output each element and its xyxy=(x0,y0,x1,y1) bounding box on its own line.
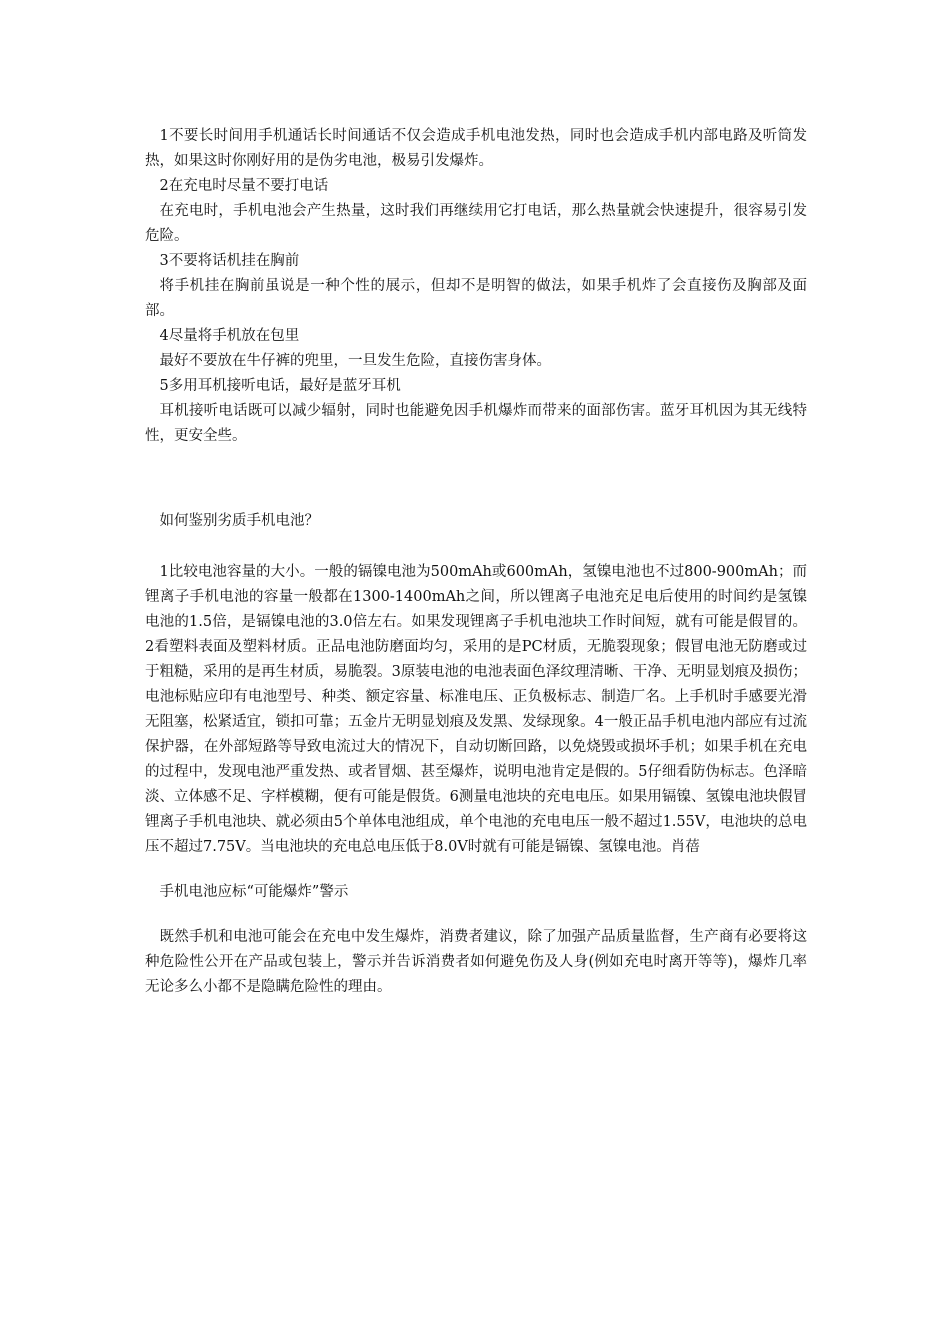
tip-2-body: 在充电时，手机电池会产生热量，这时我们再继续用它打电话，那么热量就会快速提升，很容易引发危险。 xyxy=(145,203,807,244)
tip-5-body: 耳机接听电话既可以减少辐射，同时也能避免因手机爆炸而带来的面部伤害。蓝牙耳机因为其无线特性，更安全些。 xyxy=(145,403,807,444)
tip-5-heading: 5多用耳机接听电话，最好是蓝牙耳机 xyxy=(159,378,401,394)
spacer xyxy=(145,860,807,880)
section-identify-title: 如何鉴别劣质手机电池？ xyxy=(159,513,319,529)
tip-2-heading: 2在充电时尽量不要打电话 xyxy=(159,178,329,194)
tip-3-body: 将手机挂在胸前虽说是一种个性的展示，但却不是明智的做法，如果手机炸了会直接伤及胸部及面部。 xyxy=(145,278,807,319)
section-warning-title: 手机电池应标“可能爆炸”警示 xyxy=(159,884,349,900)
tip-3-heading: 3不要将话机挂在胸前 xyxy=(159,253,300,269)
tip-1: 1不要长时间用手机通话长时间通话不仅会造成手机电池发热，同时也会造成手机内部电路及听筒发热，如果这时你刚好用的是伪劣电池，极易引发爆炸。 xyxy=(145,128,807,169)
spacer xyxy=(145,449,807,509)
tip-4-body: 最好不要放在牛仔裤的兜里，一旦发生危险，直接伤害身体。 xyxy=(159,353,551,369)
spacer xyxy=(145,534,807,560)
section-identify-body: 1比较电池容量的大小。一般的镉镍电池为500mAh或600mAh，氢镍电池也不过800-900mAh；而锂离子手机电池的容量一般都在1300-1400mAh之间，所以锂离子电池充足电后使用的时间约是氢镍电池的1.5倍，是镉镍电池的3.0倍左右。如果发现锂离子手机电池块工作时间短，就有可能是假冒的。2看塑料表面及塑料材质。正品电池防磨面均匀，采用的是PC材质，无脆裂现象；假冒电池无防磨或过于粗糙，采用的是再生材质，易脆裂。3原装电池的电池表面色泽纹理清晰、干净、无明显划痕及损伤；电池标贴应印有电池型号、种类、额定容量、标准电压、正负极标志、制造厂名。上手机时手感要光滑无阻塞，松紧适宜，锁扣可靠；五金片无明显划痕及发黑、发绿现象。4一般正品手机电池内部应有过流保护器，在外部短路等导致电流过大的情况下，自动切断回路，以免烧毁或损坏手机；如果手机在充电的过程中，发现电池严重发热、或者冒烟、甚至爆炸，说明电池肯定是假的。5仔细看防伪标志。色泽暗淡、立体感不足、字样模糊，便有可能是假货。6测量电池块的充电电压。如果用镉镍、氢镍电池块假冒锂离子手机电池块、就必须由5个单体电池组成，单个电池的充电电压一般不超过1.55V，电池块的总电压不超过7.75V。当电池块的充电总电压低于8.0V时就有可能是镉镍、氢镍电池。肖蓓 xyxy=(145,564,807,855)
section-warning-body: 既然手机和电池可能会在充电中发生爆炸，消费者建议，除了加强产品质量监督，生产商有必要将这种危险性公开在产品或包装上，警示并告诉消费者如何避免伤及人身(例如充电时离开等等)，爆炸几率无论多么小都不是隐瞒危险性的理由。 xyxy=(145,929,807,995)
spacer xyxy=(145,905,807,925)
tip-4-heading: 4尽量将手机放在包里 xyxy=(159,328,300,344)
document-page xyxy=(145,124,807,1000)
